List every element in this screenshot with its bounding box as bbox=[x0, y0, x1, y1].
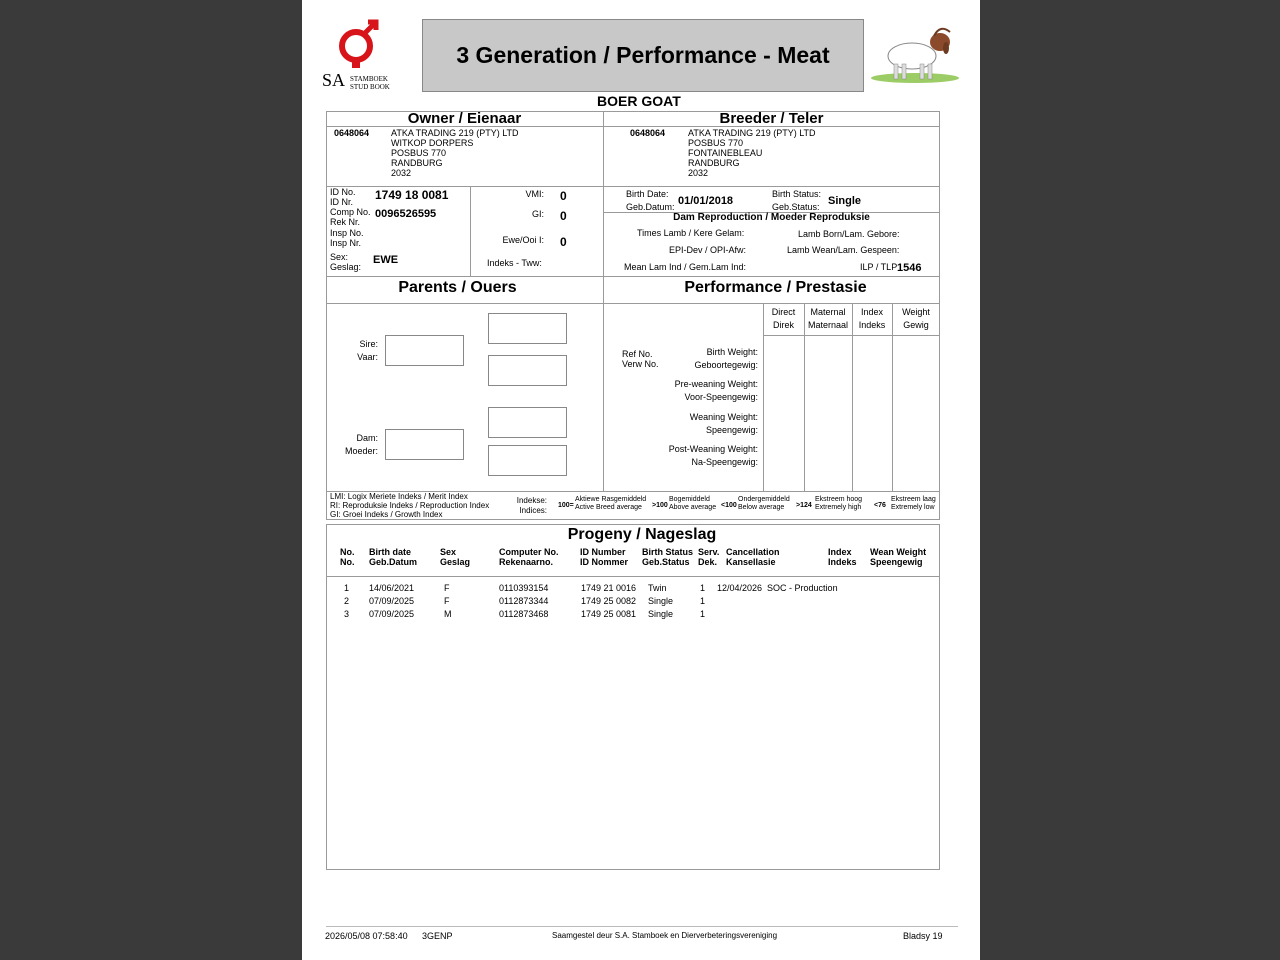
progeny-no: 2 bbox=[344, 596, 350, 606]
logo-studbook-text: STUD BOOK bbox=[350, 83, 390, 91]
dam-dam-box bbox=[488, 445, 567, 476]
progeny-id-number: 1749 21 0016 bbox=[581, 583, 637, 593]
id-label-2: ID Nr. bbox=[330, 197, 354, 207]
sire-dam-box bbox=[488, 355, 567, 386]
progeny-serv: 1 bbox=[700, 596, 706, 606]
perf-col-maternal bbox=[804, 306, 852, 332]
sa-studbook-logo bbox=[322, 18, 402, 94]
legend-item-label-2: Extremely high bbox=[815, 504, 862, 511]
sire-label-2: Vaar: bbox=[357, 352, 378, 362]
perf-col-weight bbox=[892, 306, 940, 332]
epi-label: EPI-Dev / OPI-Afw: bbox=[669, 245, 747, 255]
footer-code: 3GENP bbox=[422, 931, 453, 941]
perf-row-post-weaning bbox=[648, 443, 758, 469]
legend-item-label-2: Active Breed average bbox=[575, 504, 642, 511]
birth-status-label bbox=[772, 189, 821, 212]
legend-symbol: 100= bbox=[558, 502, 574, 509]
owner-line: POSBUS 770 bbox=[391, 148, 447, 158]
perf-col-index bbox=[852, 306, 892, 332]
legend-item-label-1: Ekstreem laag bbox=[891, 496, 936, 503]
perf-col-label-1: Direct bbox=[771, 307, 796, 317]
breeder-address bbox=[688, 128, 816, 178]
perf-col-label-2: Direk bbox=[772, 320, 794, 330]
legend-item bbox=[815, 496, 862, 512]
legend-symbol: <100 bbox=[721, 502, 737, 509]
ref-no-label-1: Ref No. bbox=[622, 349, 653, 359]
progeny-header-label-2: Rekenaarno. bbox=[499, 557, 554, 567]
id-label-1: ID No. bbox=[330, 187, 356, 197]
birth-date-label-2: Geb.Datum: bbox=[626, 202, 675, 212]
footer-datetime: 2026/05/08 07:58:40 bbox=[325, 931, 408, 941]
insp-label-1: Insp No. bbox=[330, 228, 364, 238]
progeny-header-label-2: Kansellasie bbox=[726, 557, 776, 567]
progeny-header-label-2: Geb.Status bbox=[642, 557, 690, 567]
sex-value: EWE bbox=[373, 254, 399, 266]
legend-indices: Indices: bbox=[519, 506, 547, 515]
dam-label-2: Moeder: bbox=[344, 446, 378, 456]
progeny-date: 07/09/2025 bbox=[369, 596, 415, 606]
lamb-born-label: Lamb Born/Lam. Gebore: bbox=[798, 229, 900, 239]
legend-item-label-2: Extremely low bbox=[891, 504, 935, 511]
footer-page-number: Bladsy 19 bbox=[903, 931, 943, 941]
progeny-header-label-2: Speengewig bbox=[870, 557, 923, 567]
progeny-birth-status: Twin bbox=[648, 583, 667, 593]
legend-item bbox=[575, 496, 646, 512]
progeny-col-no bbox=[340, 547, 355, 567]
insp-label bbox=[330, 228, 364, 248]
breeder-heading: Breeder / Teler bbox=[719, 110, 824, 127]
progeny-col-id-number bbox=[580, 547, 628, 567]
progeny-header-label-2: Dek. bbox=[698, 557, 718, 567]
times-lamb-label: Times Lamb / Kere Gelam: bbox=[637, 228, 745, 238]
owner-heading: Owner / Eienaar bbox=[407, 110, 522, 127]
legend-item-label-1: Bogemiddeld bbox=[669, 496, 710, 503]
owner-line: RANDBURG bbox=[391, 158, 443, 168]
ilp-value: 1546 bbox=[897, 262, 922, 274]
ref-no-label-2: Verw No. bbox=[622, 359, 659, 369]
progeny-heading: Progeny / Nageslag bbox=[567, 526, 717, 543]
breeder-number: 0648064 bbox=[630, 128, 666, 138]
progeny-col-birth-status bbox=[642, 547, 693, 567]
logo-stamboek-text: STAMBOEK bbox=[350, 75, 388, 83]
vmi-value: 0 bbox=[560, 189, 567, 203]
progeny-header-label-1: No. bbox=[340, 547, 355, 557]
lamb-wean-label: Lamb Wean/Lam. Gespeen: bbox=[787, 245, 900, 255]
progeny-computer-no: 0112873344 bbox=[499, 596, 549, 606]
progeny-no: 3 bbox=[344, 609, 350, 619]
goat-illustration-icon bbox=[868, 26, 962, 84]
footer-compiled-by: Saamgestel deur S.A. Stamboek en Dierverbeteringsvereniging bbox=[552, 931, 778, 940]
perf-row-birth-weight bbox=[648, 346, 758, 372]
perf-row-label-1: Pre-weaning Weight: bbox=[674, 379, 758, 389]
legend-index-names bbox=[330, 492, 489, 519]
perf-col-label-2: Gewig bbox=[903, 320, 929, 330]
progeny-header-label-1: Wean Weight bbox=[870, 547, 927, 557]
legend-item-label-2: Above average bbox=[669, 504, 717, 511]
legend-item-label-2: Below average bbox=[738, 504, 785, 511]
legend-item-label-1: Ondergemiddeld bbox=[738, 496, 790, 503]
legend-item bbox=[738, 496, 790, 512]
legend-item-label-1: Ekstreem hoog bbox=[815, 496, 863, 503]
mean-lam-label: Mean Lam Ind / Gem.Lam Ind: bbox=[624, 262, 747, 272]
sire-label bbox=[342, 339, 378, 362]
progeny-header-label-1: Index bbox=[828, 547, 852, 557]
sire-sire-box bbox=[488, 313, 567, 344]
sex-label-2: Geslag: bbox=[330, 262, 362, 272]
ilp-label: ILP / TLP bbox=[860, 262, 898, 272]
progeny-serv: 1 bbox=[700, 609, 706, 619]
vmi-label: VMI: bbox=[525, 189, 544, 199]
progeny-birth-status: Single bbox=[648, 596, 674, 606]
perf-col-label-1: Weight bbox=[902, 307, 930, 317]
perf-row-label-1: Weaning Weight: bbox=[689, 412, 758, 422]
progeny-col-computer-no bbox=[499, 547, 559, 567]
owner-address bbox=[391, 128, 519, 178]
comp-label-1: Comp No. bbox=[330, 207, 371, 217]
legend-indices-label bbox=[502, 496, 547, 516]
owner-number: 0648064 bbox=[334, 128, 370, 138]
progeny-cancellation: 12/04/2026 SOC - Production bbox=[717, 583, 838, 593]
perf-row-pre-weaning bbox=[648, 378, 758, 404]
dam-sire-box bbox=[488, 407, 567, 438]
legend-item bbox=[669, 496, 716, 512]
birth-status-label-1: Birth Status: bbox=[772, 189, 822, 199]
legend-item-label-1: Aktiewe Rasgemiddeld bbox=[575, 496, 647, 503]
progeny-id-number: 1749 25 0081 bbox=[581, 609, 637, 619]
progeny-serv: 1 bbox=[700, 583, 706, 593]
comp-label-2: Rek Nr. bbox=[330, 217, 361, 227]
legend-gi: GI: Groei Indeks / Growth Index bbox=[330, 510, 443, 519]
perf-row-label-2: Geboortegewig: bbox=[694, 360, 758, 370]
gi-value: 0 bbox=[560, 209, 567, 223]
perf-row-label-2: Voor-Speengewig: bbox=[684, 392, 758, 402]
logo-sa-text: SA bbox=[322, 70, 346, 90]
progeny-header-label-2: ID Nommer bbox=[580, 557, 629, 567]
breeder-line: RANDBURG bbox=[688, 158, 740, 168]
dam-label bbox=[332, 433, 378, 456]
progeny-date: 14/06/2021 bbox=[369, 583, 415, 593]
progeny-col-index bbox=[828, 547, 857, 567]
dam-box bbox=[385, 429, 464, 460]
progeny-header-label-1: Birth date bbox=[369, 547, 412, 557]
dam-label-1: Dam: bbox=[356, 433, 378, 443]
progeny-header-label-2: Geslag bbox=[440, 557, 471, 567]
progeny-col-wean-weight bbox=[870, 547, 926, 567]
progeny-sex: F bbox=[444, 596, 450, 606]
legend-symbol: >124 bbox=[796, 502, 812, 509]
perf-row-label-1: Birth Weight: bbox=[706, 347, 758, 357]
id-label bbox=[330, 187, 356, 207]
birth-status-value: Single bbox=[828, 195, 862, 207]
breeder-line: ATKA TRADING 219 (PTY) LTD bbox=[688, 128, 816, 138]
perf-row-weaning bbox=[648, 411, 758, 437]
birth-date-label-1: Birth Date: bbox=[626, 189, 669, 199]
table-row bbox=[302, 609, 962, 622]
owner-line: 2032 bbox=[391, 168, 412, 178]
progeny-col-serv bbox=[698, 547, 719, 567]
progeny-col-cancellation bbox=[726, 547, 780, 567]
legend-indekse: Indekse: bbox=[516, 496, 547, 505]
progeny-col-birth-date bbox=[369, 547, 417, 567]
id-value: 1749 18 0081 bbox=[375, 188, 449, 202]
progeny-header-label-2: Indeks bbox=[828, 557, 857, 567]
sire-box bbox=[385, 335, 464, 366]
report-title: 3 Generation / Performance - Meat bbox=[422, 19, 864, 92]
sex-label bbox=[330, 252, 361, 272]
progeny-header-label-2: Geb.Datum bbox=[369, 557, 418, 567]
comp-label bbox=[330, 207, 371, 227]
logo-symbol-icon bbox=[330, 18, 390, 68]
progeny-header-label-1: Birth Status bbox=[642, 547, 694, 557]
table-row bbox=[302, 596, 962, 609]
progeny-header-label-2: No. bbox=[340, 557, 355, 567]
progeny-birth-status: Single bbox=[648, 609, 674, 619]
progeny-computer-no: 0112873468 bbox=[499, 609, 549, 619]
sire-label-1: Sire: bbox=[359, 339, 378, 349]
dam-reproduction-heading: Dam Reproduction / Moeder Reproduksie bbox=[673, 212, 870, 223]
breeder-line: 2032 bbox=[688, 168, 709, 178]
gi-label: GI: bbox=[531, 209, 544, 219]
progeny-header-label-1: Serv. bbox=[698, 547, 720, 557]
ewe-value: 0 bbox=[560, 235, 567, 249]
breed-label: BOER GOAT bbox=[597, 93, 681, 109]
owner-line: ATKA TRADING 219 (PTY) LTD bbox=[391, 128, 519, 138]
progeny-date: 07/09/2025 bbox=[369, 609, 415, 619]
legend-item bbox=[891, 496, 936, 512]
insp-label-2: Insp Nr. bbox=[330, 238, 362, 248]
progeny-header-label-1: Sex bbox=[440, 547, 457, 557]
performance-heading: Performance / Prestasie bbox=[684, 279, 867, 296]
perf-col-label-2: Maternaal bbox=[807, 320, 849, 330]
perf-row-label-2: Speengewig: bbox=[705, 425, 758, 435]
legend-symbol: >100 bbox=[652, 502, 668, 509]
birth-date-label bbox=[626, 189, 675, 212]
progeny-id-number: 1749 25 0082 bbox=[581, 596, 637, 606]
comp-value: 0096526595 bbox=[375, 208, 437, 220]
perf-row-label-2: Na-Speengewig: bbox=[691, 457, 758, 467]
breeder-line: FONTAINEBLEAU bbox=[688, 148, 763, 158]
perf-col-label-1: Index bbox=[860, 307, 884, 317]
tww-label: Indeks - Tww: bbox=[487, 258, 542, 268]
perf-row-label-1: Post-Weaning Weight: bbox=[668, 444, 758, 454]
ewe-label: Ewe/Ooi I: bbox=[502, 235, 544, 245]
progeny-col-sex bbox=[440, 547, 470, 567]
progeny-sex: M bbox=[444, 609, 452, 619]
progeny-no: 1 bbox=[344, 583, 350, 593]
document-page bbox=[302, 0, 980, 960]
perf-col-label-1: Maternal bbox=[810, 307, 846, 317]
progeny-header-label-1: Cancellation bbox=[726, 547, 780, 557]
parents-heading: Parents / Ouers bbox=[398, 279, 517, 296]
perf-col-direct bbox=[763, 306, 804, 332]
sex-label-1: Sex: bbox=[330, 252, 349, 262]
progeny-computer-no: 0110393154 bbox=[499, 583, 549, 593]
breeder-line: POSBUS 770 bbox=[688, 138, 744, 148]
table-row bbox=[302, 583, 962, 596]
legend-ri: RI: Reproduksie Indeks / Reproduction Index bbox=[330, 501, 490, 510]
progeny-header-label-1: ID Number bbox=[580, 547, 626, 557]
perf-col-label-2: Indeks bbox=[858, 320, 886, 330]
legend-lmi: LMI: Logix Meriete Indeks / Merit Index bbox=[330, 492, 468, 501]
birth-status-label-2: Geb.Status: bbox=[772, 202, 820, 212]
birth-date-value: 01/01/2018 bbox=[678, 195, 734, 207]
legend-symbol: <76 bbox=[874, 502, 886, 509]
owner-line: WITKOP DORPERS bbox=[391, 138, 474, 148]
progeny-header-label-1: Computer No. bbox=[499, 547, 559, 557]
progeny-sex: F bbox=[444, 583, 450, 593]
